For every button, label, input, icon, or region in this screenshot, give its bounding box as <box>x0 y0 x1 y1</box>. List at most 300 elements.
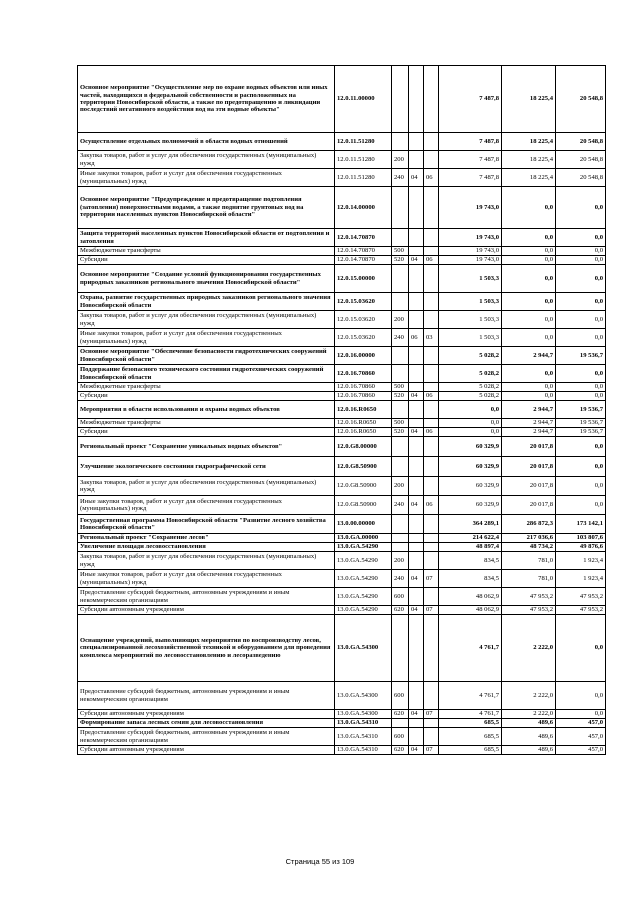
budget-table <box>77 65 606 755</box>
target-code-cell: 12.0.14.70870 <box>335 247 392 256</box>
amount-year-2-cell: 18 225,4 <box>502 133 556 151</box>
section-cell <box>409 515 424 534</box>
section-cell <box>409 534 424 543</box>
amount-year-3-cell: 173 142,1 <box>556 515 606 534</box>
section-cell <box>409 365 424 383</box>
row-name-cell: Иные закупки товаров, работ и услуг для обеспечения государственных (муниципальных) нужд <box>78 329 335 347</box>
table-row <box>78 401 606 419</box>
subsection-cell: 07 <box>424 710 439 719</box>
target-code-cell: 13.0.00.00000 <box>335 515 392 534</box>
amount-year-1-cell: 685,5 <box>439 719 502 728</box>
target-code-cell: 12.0.16.R0650 <box>335 401 392 419</box>
table-row <box>78 437 606 457</box>
expense-type-cell: 600 <box>392 728 409 746</box>
target-code-cell: 12.0.11.51280 <box>335 151 392 169</box>
row-name-cell: Субсидии автономным учреждениям <box>78 746 335 755</box>
expense-type-cell <box>392 229 409 247</box>
target-code-cell: 13.0.GA.54290 <box>335 552 392 570</box>
target-code-cell: 13.0.GA.54300 <box>335 615 392 682</box>
row-name-cell: Формирование запаса лесных семян для лесовосстановления <box>78 719 335 728</box>
target-code-cell: 12.0.15.03620 <box>335 311 392 329</box>
amount-year-1-cell: 4 761,7 <box>439 682 502 710</box>
subsection-cell <box>424 437 439 457</box>
table-row <box>78 229 606 247</box>
table-row <box>78 496 606 515</box>
table-row <box>78 419 606 428</box>
row-name-cell: Предоставление субсидий бюджетным, автономным учреждениям и иным некоммерческим организациям <box>78 682 335 710</box>
table-row <box>78 293 606 311</box>
amount-year-3-cell: 0,0 <box>556 477 606 496</box>
row-name-cell: Субсидии автономным учреждениям <box>78 710 335 719</box>
amount-year-3-cell: 49 876,6 <box>556 543 606 552</box>
target-code-cell: 12.0.G8.50900 <box>335 496 392 515</box>
section-cell <box>409 543 424 552</box>
expense-type-cell: 520 <box>392 256 409 265</box>
section-cell: 04 <box>409 392 424 401</box>
amount-year-2-cell: 217 036,6 <box>502 534 556 543</box>
section-cell <box>409 615 424 682</box>
amount-year-2-cell: 47 953,2 <box>502 606 556 615</box>
target-code-cell: 13.0.GA.54310 <box>335 746 392 755</box>
section-cell: 04 <box>409 710 424 719</box>
expense-type-cell: 500 <box>392 383 409 392</box>
amount-year-1-cell: 60 329,9 <box>439 496 502 515</box>
page-footer: Страница 55 из 109 <box>285 857 355 866</box>
target-code-cell: 12.0.11.51280 <box>335 133 392 151</box>
amount-year-3-cell: 47 953,2 <box>556 606 606 615</box>
row-name-cell: Основное мероприятие "Предупреждение и предотвращение подтопления (затопления) поверхностными водами, а также поднятие грунтовых вод на территории населенных пунктов Новосибирской области" <box>78 187 335 229</box>
row-name-cell: Предоставление субсидий бюджетным, автономным учреждениям и иным некоммерческим организациям <box>78 728 335 746</box>
amount-year-1-cell: 48 062,9 <box>439 588 502 606</box>
row-name-cell: Осуществление отдельных полномочий в области водных отношений <box>78 133 335 151</box>
table-row <box>78 552 606 570</box>
target-code-cell: 12.0.G8.50900 <box>335 457 392 477</box>
amount-year-3-cell: 0,0 <box>556 187 606 229</box>
subsection-cell <box>424 419 439 428</box>
row-name-cell: Основное мероприятие "Обеспечение безопасности гидротехнических сооружений Новосибирской области" <box>78 347 335 365</box>
table-row <box>78 365 606 383</box>
row-name-cell: Закупка товаров, работ и услуг для обеспечения государственных (муниципальных) нужд <box>78 477 335 496</box>
amount-year-1-cell: 5 028,2 <box>439 392 502 401</box>
target-code-cell: 12.0.14.70870 <box>335 229 392 247</box>
expense-type-cell: 200 <box>392 311 409 329</box>
amount-year-3-cell: 0,0 <box>556 392 606 401</box>
section-cell <box>409 457 424 477</box>
row-name-cell: Субсидии автономным учреждениям <box>78 606 335 615</box>
amount-year-3-cell: 0,0 <box>556 247 606 256</box>
target-code-cell: 12.0.16.70860 <box>335 365 392 383</box>
row-name-cell: Межбюджетные трансферты <box>78 247 335 256</box>
amount-year-3-cell: 0,0 <box>556 311 606 329</box>
expense-type-cell: 620 <box>392 606 409 615</box>
table-row <box>78 477 606 496</box>
subsection-cell <box>424 515 439 534</box>
section-cell <box>409 728 424 746</box>
subsection-cell <box>424 534 439 543</box>
amount-year-3-cell: 0,0 <box>556 229 606 247</box>
amount-year-1-cell: 214 622,4 <box>439 534 502 543</box>
amount-year-1-cell: 7 487,8 <box>439 151 502 169</box>
section-cell: 04 <box>409 496 424 515</box>
row-name-cell: Закупка товаров, работ и услуг для обеспечения государственных (муниципальных) нужд <box>78 311 335 329</box>
amount-year-1-cell: 7 487,8 <box>439 66 502 133</box>
row-name-cell: Охрана, развитие государственных природных заказников регионального значения Новосибирской области <box>78 293 335 311</box>
amount-year-2-cell: 2 222,0 <box>502 615 556 682</box>
expense-type-cell <box>392 543 409 552</box>
expense-type-cell: 520 <box>392 392 409 401</box>
subsection-cell <box>424 401 439 419</box>
row-name-cell: Увеличение площади лесовосстановления <box>78 543 335 552</box>
amount-year-3-cell: 0,0 <box>556 265 606 293</box>
amount-year-1-cell: 4 761,7 <box>439 710 502 719</box>
target-code-cell: 12.0.15.03620 <box>335 293 392 311</box>
subsection-cell <box>424 682 439 710</box>
target-code-cell: 12.0.16.R0650 <box>335 428 392 437</box>
table-row <box>78 570 606 588</box>
amount-year-3-cell: 20 548,8 <box>556 151 606 169</box>
amount-year-2-cell: 18 225,4 <box>502 151 556 169</box>
amount-year-2-cell: 20 017,8 <box>502 457 556 477</box>
amount-year-3-cell: 457,0 <box>556 719 606 728</box>
expense-type-cell <box>392 515 409 534</box>
table-row <box>78 392 606 401</box>
section-cell <box>409 229 424 247</box>
table-row <box>78 682 606 710</box>
subsection-cell: 06 <box>424 256 439 265</box>
section-cell <box>409 293 424 311</box>
amount-year-1-cell: 48 062,9 <box>439 606 502 615</box>
amount-year-1-cell: 7 487,8 <box>439 169 502 187</box>
subsection-cell <box>424 293 439 311</box>
amount-year-1-cell: 5 028,2 <box>439 383 502 392</box>
amount-year-2-cell: 781,0 <box>502 552 556 570</box>
target-code-cell: 12.0.16.R0650 <box>335 419 392 428</box>
section-cell: 06 <box>409 329 424 347</box>
target-code-cell: 12.0.14.70870 <box>335 256 392 265</box>
subsection-cell: 06 <box>424 496 439 515</box>
row-name-cell: Субсидии <box>78 392 335 401</box>
amount-year-1-cell: 60 329,9 <box>439 477 502 496</box>
amount-year-3-cell: 457,0 <box>556 728 606 746</box>
table-row <box>78 383 606 392</box>
amount-year-1-cell: 5 028,2 <box>439 365 502 383</box>
amount-year-1-cell: 0,0 <box>439 419 502 428</box>
amount-year-3-cell: 47 953,2 <box>556 588 606 606</box>
row-name-cell: Предоставление субсидий бюджетным, автономным учреждениям и иным некоммерческим организациям <box>78 588 335 606</box>
row-name-cell: Закупка товаров, работ и услуг для обеспечения государственных (муниципальных) нужд <box>78 151 335 169</box>
section-cell <box>409 437 424 457</box>
expense-type-cell <box>392 401 409 419</box>
amount-year-3-cell: 0,0 <box>556 365 606 383</box>
subsection-cell <box>424 66 439 133</box>
expense-type-cell <box>392 534 409 543</box>
amount-year-2-cell: 18 225,4 <box>502 169 556 187</box>
amount-year-2-cell: 18 225,4 <box>502 66 556 133</box>
table-row <box>78 169 606 187</box>
expense-type-cell: 240 <box>392 496 409 515</box>
row-name-cell: Основное мероприятие "Осуществление мер по охране водных объектов или иных частей, находящихся в федеральной собственности и расположенных на территории Новосибирской области, а также по предотвращению и ликвидации последствий негативного воздействия вод на эти водные объекты" <box>78 66 335 133</box>
subsection-cell <box>424 311 439 329</box>
subsection-cell <box>424 151 439 169</box>
subsection-cell <box>424 229 439 247</box>
target-code-cell: 12.0.G8.50900 <box>335 477 392 496</box>
amount-year-2-cell: 0,0 <box>502 293 556 311</box>
row-name-cell: Основное мероприятие "Создание условий функционирования государственных природных заказников регионального значения Новосибирской области" <box>78 265 335 293</box>
section-cell: 04 <box>409 606 424 615</box>
target-code-cell: 13.0.GA.54310 <box>335 719 392 728</box>
row-name-cell: Региональный проект "Сохранение лесов" <box>78 534 335 543</box>
expense-type-cell: 240 <box>392 329 409 347</box>
target-code-cell: 12.0.11.00000 <box>335 66 392 133</box>
row-name-cell: Поддержание безопасного технического состояния гидротехнических сооружений Новосибирской области <box>78 365 335 383</box>
section-cell: 04 <box>409 746 424 755</box>
amount-year-2-cell: 0,0 <box>502 329 556 347</box>
table-row <box>78 746 606 755</box>
amount-year-3-cell: 19 536,7 <box>556 347 606 365</box>
amount-year-2-cell: 489,6 <box>502 746 556 755</box>
amount-year-3-cell: 19 536,7 <box>556 401 606 419</box>
amount-year-2-cell: 2 944,7 <box>502 428 556 437</box>
table-row <box>78 606 606 615</box>
target-code-cell: 12.0.14.00000 <box>335 187 392 229</box>
table-row <box>78 151 606 169</box>
expense-type-cell <box>392 719 409 728</box>
target-code-cell: 12.0.16.70860 <box>335 392 392 401</box>
section-cell <box>409 247 424 256</box>
section-cell: 04 <box>409 570 424 588</box>
expense-type-cell <box>392 437 409 457</box>
target-code-cell: 12.0.11.51280 <box>335 169 392 187</box>
section-cell <box>409 187 424 229</box>
amount-year-1-cell: 1 503,3 <box>439 329 502 347</box>
row-name-cell: Межбюджетные трансферты <box>78 419 335 428</box>
subsection-cell: 06 <box>424 392 439 401</box>
expense-type-cell: 600 <box>392 588 409 606</box>
amount-year-2-cell: 489,6 <box>502 728 556 746</box>
amount-year-1-cell: 19 743,0 <box>439 247 502 256</box>
amount-year-3-cell: 20 548,8 <box>556 169 606 187</box>
row-name-cell: Иные закупки товаров, работ и услуг для обеспечения государственных (муниципальных) нужд <box>78 570 335 588</box>
amount-year-1-cell: 0,0 <box>439 401 502 419</box>
amount-year-3-cell: 19 536,7 <box>556 419 606 428</box>
amount-year-2-cell: 0,0 <box>502 383 556 392</box>
expense-type-cell: 600 <box>392 682 409 710</box>
amount-year-1-cell: 19 743,0 <box>439 256 502 265</box>
amount-year-3-cell: 103 807,6 <box>556 534 606 543</box>
amount-year-1-cell: 1 503,3 <box>439 265 502 293</box>
expense-type-cell <box>392 615 409 682</box>
row-name-cell: Улучшение экологического состояния гидрографической сети <box>78 457 335 477</box>
amount-year-1-cell: 4 761,7 <box>439 615 502 682</box>
target-code-cell: 13.0.GA.54290 <box>335 543 392 552</box>
amount-year-3-cell: 0,0 <box>556 329 606 347</box>
table-row <box>78 428 606 437</box>
section-cell <box>409 682 424 710</box>
amount-year-3-cell: 20 548,8 <box>556 66 606 133</box>
table-row <box>78 515 606 534</box>
amount-year-3-cell: 0,0 <box>556 682 606 710</box>
subsection-cell <box>424 365 439 383</box>
amount-year-1-cell: 364 289,1 <box>439 515 502 534</box>
table-row <box>78 311 606 329</box>
section-cell: 04 <box>409 169 424 187</box>
subsection-cell: 07 <box>424 570 439 588</box>
row-name-cell: Мероприятия в области использования и охраны водных объектов <box>78 401 335 419</box>
expense-type-cell: 500 <box>392 419 409 428</box>
table-row <box>78 347 606 365</box>
section-cell: 04 <box>409 256 424 265</box>
amount-year-1-cell: 7 487,8 <box>439 133 502 151</box>
amount-year-3-cell: 1 923,4 <box>556 570 606 588</box>
amount-year-2-cell: 20 017,8 <box>502 477 556 496</box>
amount-year-3-cell: 0,0 <box>556 293 606 311</box>
expense-type-cell: 520 <box>392 428 409 437</box>
subsection-cell <box>424 383 439 392</box>
expense-type-cell: 620 <box>392 746 409 755</box>
row-name-cell: Иные закупки товаров, работ и услуг для обеспечения государственных (муниципальных) нужд <box>78 169 335 187</box>
target-code-cell: 12.0.G8.00000 <box>335 437 392 457</box>
expense-type-cell: 200 <box>392 151 409 169</box>
row-name-cell: Субсидии <box>78 256 335 265</box>
target-code-cell: 12.0.16.70860 <box>335 383 392 392</box>
subsection-cell: 06 <box>424 428 439 437</box>
row-name-cell: Субсидии <box>78 428 335 437</box>
target-code-cell: 13.0.GA.54300 <box>335 682 392 710</box>
expense-type-cell: 620 <box>392 710 409 719</box>
subsection-cell <box>424 265 439 293</box>
section-cell <box>409 419 424 428</box>
target-code-cell: 13.0.GA.54310 <box>335 728 392 746</box>
amount-year-2-cell: 2 944,7 <box>502 401 556 419</box>
amount-year-2-cell: 2 944,7 <box>502 419 556 428</box>
amount-year-3-cell: 19 536,7 <box>556 428 606 437</box>
subsection-cell <box>424 457 439 477</box>
amount-year-3-cell: 0,0 <box>556 383 606 392</box>
amount-year-2-cell: 0,0 <box>502 229 556 247</box>
amount-year-2-cell: 0,0 <box>502 247 556 256</box>
amount-year-1-cell: 48 897,4 <box>439 543 502 552</box>
expense-type-cell <box>392 66 409 133</box>
subsection-cell <box>424 133 439 151</box>
subsection-cell <box>424 187 439 229</box>
amount-year-2-cell: 0,0 <box>502 365 556 383</box>
subsection-cell <box>424 247 439 256</box>
expense-type-cell: 240 <box>392 169 409 187</box>
table-row <box>78 329 606 347</box>
target-code-cell: 13.0.GA.54300 <box>335 710 392 719</box>
subsection-cell <box>424 719 439 728</box>
amount-year-2-cell: 0,0 <box>502 265 556 293</box>
row-name-cell: Иные закупки товаров, работ и услуг для обеспечения государственных (муниципальных) нужд <box>78 496 335 515</box>
amount-year-3-cell: 0,0 <box>556 437 606 457</box>
section-cell <box>409 133 424 151</box>
section-cell <box>409 588 424 606</box>
expense-type-cell: 200 <box>392 552 409 570</box>
table-row <box>78 247 606 256</box>
expense-type-cell <box>392 365 409 383</box>
amount-year-2-cell: 781,0 <box>502 570 556 588</box>
amount-year-2-cell: 0,0 <box>502 256 556 265</box>
section-cell <box>409 383 424 392</box>
target-code-cell: 12.0.15.03620 <box>335 329 392 347</box>
table-row <box>78 265 606 293</box>
amount-year-3-cell: 457,0 <box>556 746 606 755</box>
amount-year-1-cell: 60 329,9 <box>439 437 502 457</box>
row-name-cell: Региональный проект "Сохранение уникальных водных объектов" <box>78 437 335 457</box>
expense-type-cell <box>392 293 409 311</box>
amount-year-2-cell: 20 017,8 <box>502 496 556 515</box>
amount-year-2-cell: 2 222,0 <box>502 682 556 710</box>
section-cell <box>409 265 424 293</box>
expense-type-cell <box>392 457 409 477</box>
section-cell <box>409 151 424 169</box>
subsection-cell <box>424 588 439 606</box>
section-cell <box>409 311 424 329</box>
expense-type-cell <box>392 133 409 151</box>
amount-year-2-cell: 0,0 <box>502 187 556 229</box>
expense-type-cell: 500 <box>392 247 409 256</box>
expense-type-cell <box>392 187 409 229</box>
amount-year-1-cell: 0,0 <box>439 428 502 437</box>
row-name-cell: Межбюджетные трансферты <box>78 383 335 392</box>
target-code-cell: 13.0.GA.54290 <box>335 588 392 606</box>
target-code-cell: 12.0.15.00000 <box>335 265 392 293</box>
table-row <box>78 256 606 265</box>
expense-type-cell <box>392 347 409 365</box>
amount-year-1-cell: 834,5 <box>439 570 502 588</box>
expense-type-cell <box>392 265 409 293</box>
section-cell <box>409 66 424 133</box>
amount-year-1-cell: 685,5 <box>439 746 502 755</box>
amount-year-2-cell: 2 222,0 <box>502 710 556 719</box>
expense-type-cell: 240 <box>392 570 409 588</box>
amount-year-2-cell: 0,0 <box>502 311 556 329</box>
amount-year-2-cell: 20 017,8 <box>502 437 556 457</box>
subsection-cell <box>424 728 439 746</box>
subsection-cell <box>424 347 439 365</box>
amount-year-2-cell: 2 944,7 <box>502 347 556 365</box>
amount-year-3-cell: 0,0 <box>556 496 606 515</box>
table-row <box>78 728 606 746</box>
amount-year-3-cell: 1 923,4 <box>556 552 606 570</box>
section-cell <box>409 347 424 365</box>
amount-year-1-cell: 5 028,2 <box>439 347 502 365</box>
target-code-cell: 12.0.16.00000 <box>335 347 392 365</box>
section-cell <box>409 477 424 496</box>
expense-type-cell: 200 <box>392 477 409 496</box>
amount-year-3-cell: 20 548,8 <box>556 133 606 151</box>
table-row <box>78 588 606 606</box>
amount-year-3-cell: 0,0 <box>556 615 606 682</box>
section-cell: 04 <box>409 428 424 437</box>
table-row <box>78 543 606 552</box>
subsection-cell <box>424 615 439 682</box>
table-row <box>78 719 606 728</box>
amount-year-3-cell: 0,0 <box>556 256 606 265</box>
amount-year-1-cell: 1 503,3 <box>439 311 502 329</box>
subsection-cell: 07 <box>424 606 439 615</box>
amount-year-1-cell: 19 743,0 <box>439 229 502 247</box>
subsection-cell: 06 <box>424 169 439 187</box>
amount-year-2-cell: 489,6 <box>502 719 556 728</box>
subsection-cell <box>424 552 439 570</box>
table-body <box>78 66 606 755</box>
amount-year-1-cell: 1 503,3 <box>439 293 502 311</box>
table-row <box>78 187 606 229</box>
amount-year-2-cell: 286 872,3 <box>502 515 556 534</box>
table-row <box>78 710 606 719</box>
table-row <box>78 133 606 151</box>
